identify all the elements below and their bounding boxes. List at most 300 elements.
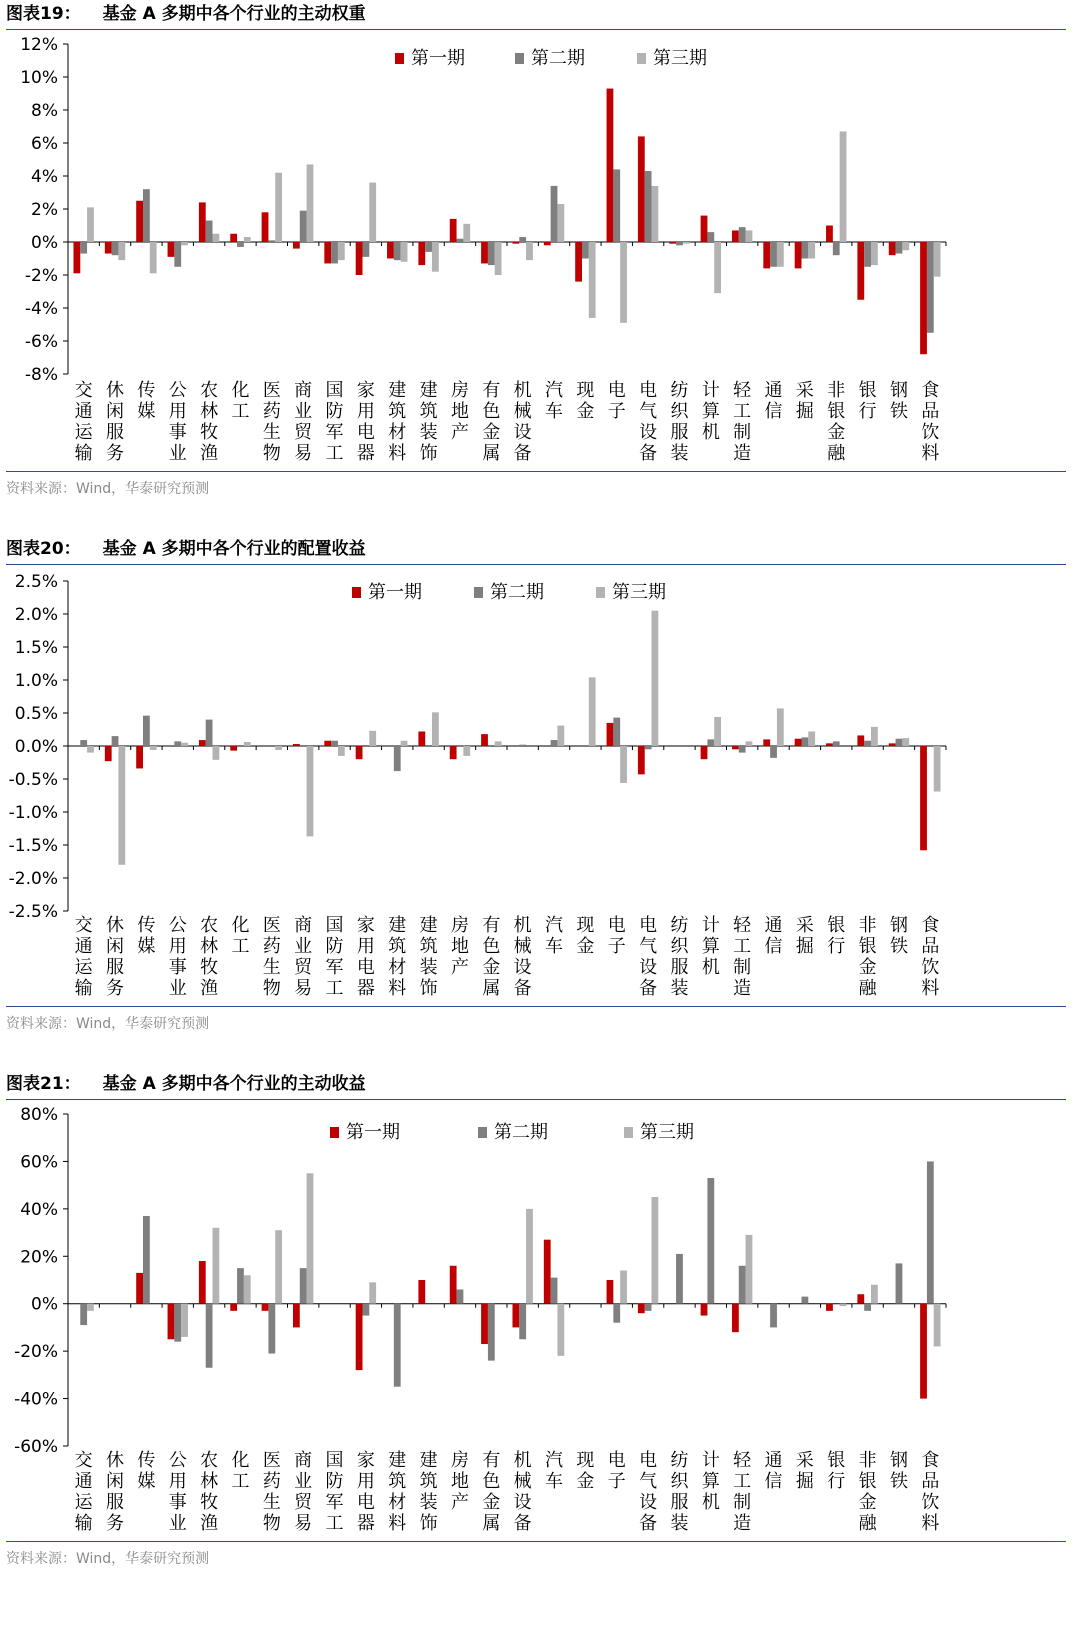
x-category-label: 机械设备: [513, 380, 532, 464]
y-tick-label: -6%: [24, 332, 58, 352]
x-category-label: 电子: [607, 380, 626, 422]
x-category-label: 银行: [827, 915, 846, 957]
bar-series-1: [136, 1273, 143, 1304]
bar-series-2: [425, 242, 432, 252]
bar-series-3: [118, 746, 125, 865]
bar-series-2: [676, 242, 683, 245]
bar-series-1: [732, 746, 739, 749]
chart-svg-1: [0, 30, 1072, 500]
bar-series-2: [143, 1216, 150, 1304]
bar-series-1: [450, 746, 457, 759]
bar-series-1: [262, 212, 269, 242]
bar-series-1: [450, 1266, 457, 1304]
legend-label: 第三期: [612, 582, 666, 603]
x-category-label: 通信: [764, 915, 783, 957]
x-category-label: 化工: [231, 1450, 250, 1492]
chart-title-text: 基金 A 多期中各个行业的主动权重: [102, 4, 366, 24]
bar-series-3: [463, 224, 470, 242]
bar-series-3: [714, 717, 721, 746]
bar-series-3: [401, 741, 408, 746]
x-category-label: 轻工制造: [733, 1450, 752, 1534]
bar-series-3: [87, 1304, 94, 1311]
bar-series-2: [143, 189, 150, 242]
bar-series-1: [607, 89, 614, 242]
x-category-label: 公用事业: [168, 380, 187, 464]
x-category-label: 休闲服务: [106, 915, 125, 999]
bar-series-1: [607, 723, 614, 746]
bar-series-2: [488, 1304, 495, 1361]
bar-series-1: [324, 242, 331, 263]
bar-series-3: [777, 708, 784, 746]
bar-series-1: [356, 746, 363, 759]
x-category-label: 有色金属: [482, 1450, 501, 1534]
legend-label: 第二期: [494, 1122, 548, 1143]
bar-series-3: [369, 731, 376, 746]
x-category-label: 非银金融: [827, 380, 846, 464]
y-tick-label: -1.0%: [8, 803, 58, 823]
x-category-label: 休闲服务: [106, 1450, 125, 1534]
bar-series-2: [331, 741, 338, 746]
bar-series-3: [495, 242, 502, 275]
chart-source: 资料来源：Wind，华泰研究预测: [6, 1551, 210, 1567]
bar-series-3: [620, 746, 627, 783]
chart-title-1: [6, 3, 1066, 30]
x-category-label: 现金: [576, 915, 595, 957]
bar-series-1: [324, 741, 331, 746]
bar-series-1: [105, 242, 112, 254]
bar-series-2: [519, 237, 526, 242]
bar-series-2: [739, 746, 746, 753]
bar-series-1: [638, 136, 645, 242]
bar-series-3: [307, 164, 314, 242]
x-category-label: 电子: [607, 1450, 626, 1492]
bar-series-1: [638, 746, 645, 774]
bar-series-2: [174, 741, 181, 746]
bar-series-3: [902, 242, 909, 250]
bar-series-2: [833, 242, 840, 255]
bar-series-2: [707, 232, 714, 242]
x-category-label: 采掘: [795, 380, 814, 422]
bar-series-3: [369, 183, 376, 242]
bar-series-2: [864, 741, 871, 746]
y-tick-label: 20%: [20, 1247, 58, 1268]
x-category-label: 轻工制造: [733, 915, 752, 999]
bar-series-2: [582, 242, 589, 259]
y-tick-label: 60%: [20, 1152, 58, 1173]
bar-series-3: [934, 746, 941, 792]
bar-series-1: [795, 739, 802, 746]
x-category-label: 现金: [576, 1450, 595, 1492]
y-tick-label: 1.0%: [14, 671, 58, 691]
x-category-label: 建筑材料: [388, 380, 407, 464]
x-category-label: 建筑装饰: [419, 915, 438, 999]
x-category-label: 医药生物: [262, 915, 281, 999]
x-category-label: 公用事业: [168, 1450, 187, 1534]
x-category-label: 建筑装饰: [419, 1450, 438, 1534]
bar-series-1: [199, 1261, 206, 1304]
legend-swatch: [474, 587, 483, 598]
chart-source: 资料来源：Wind，华泰研究预测: [6, 481, 210, 497]
bar-series-2: [362, 1304, 369, 1316]
bar-series-3: [213, 746, 220, 760]
bar-series-1: [826, 1304, 833, 1311]
x-category-label: 食品饮料: [921, 915, 940, 999]
bar-series-3: [777, 242, 784, 267]
bar-series-3: [746, 1235, 753, 1304]
x-category-label: 电气设备: [639, 1450, 658, 1534]
y-tick-label: 12%: [20, 35, 58, 55]
bar-series-2: [551, 186, 558, 242]
x-category-label: 汽车: [545, 380, 564, 422]
x-category-label: 纺织服装: [670, 915, 689, 999]
x-category-label: 计算机: [701, 380, 720, 443]
bar-series-2: [457, 1289, 464, 1303]
x-category-label: 房地产: [450, 1450, 469, 1513]
legend-label: 第三期: [640, 1122, 694, 1143]
x-category-label: 建筑材料: [388, 915, 407, 999]
x-category-label: 交通运输: [74, 380, 93, 464]
bar-series-1: [199, 740, 206, 746]
y-tick-label: 80%: [20, 1105, 58, 1125]
legend-swatch: [330, 1127, 339, 1138]
y-tick-label: -2.5%: [8, 902, 58, 922]
bar-series-1: [230, 1304, 237, 1311]
legend-label: 第二期: [490, 582, 544, 603]
bar-series-1: [136, 201, 143, 242]
bar-series-2: [927, 242, 934, 333]
panel-rule: [6, 471, 1066, 472]
bar-series-1: [795, 242, 802, 268]
bar-series-1: [293, 744, 300, 746]
legend-swatch: [515, 53, 524, 64]
bar-series-1: [857, 242, 864, 300]
bar-series-2: [237, 1268, 244, 1304]
bar-series-3: [526, 1209, 533, 1304]
bar-series-2: [613, 1304, 620, 1323]
bar-series-3: [620, 1271, 627, 1304]
legend-swatch: [352, 587, 361, 598]
bar-series-1: [857, 735, 864, 746]
x-category-label: 商业贸易: [294, 1450, 313, 1534]
x-category-label: 通信: [764, 1450, 783, 1492]
bar-series-1: [418, 1280, 425, 1304]
x-category-label: 家用电器: [356, 1450, 375, 1534]
bar-series-2: [613, 718, 620, 746]
bar-series-3: [714, 242, 721, 293]
bar-series-3: [401, 242, 408, 262]
bar-series-1: [607, 1280, 614, 1304]
bar-series-3: [181, 242, 188, 245]
y-tick-label: 8%: [31, 101, 58, 121]
bar-series-3: [557, 726, 564, 746]
bar-series-2: [268, 1304, 275, 1354]
bar-series-2: [394, 746, 401, 771]
bar-series-2: [300, 1268, 307, 1304]
x-category-label: 汽车: [545, 915, 564, 957]
x-category-label: 钢铁: [889, 1450, 908, 1492]
bar-series-1: [826, 743, 833, 746]
y-tick-label: 0.0%: [14, 737, 58, 757]
x-category-label: 采掘: [795, 915, 814, 957]
bar-series-3: [307, 1173, 314, 1303]
bar-series-3: [244, 237, 251, 242]
y-tick-label: -60%: [14, 1437, 58, 1457]
bar-series-1: [763, 739, 770, 746]
bar-series-1: [512, 1304, 519, 1328]
bar-series-3: [150, 242, 157, 273]
x-category-label: 医药生物: [262, 1450, 281, 1534]
x-category-label: 公用事业: [168, 915, 187, 999]
bar-series-1: [732, 1304, 739, 1332]
bar-series-1: [73, 242, 80, 273]
chart-svg-2: [0, 565, 1072, 1035]
x-category-label: 医药生物: [262, 380, 281, 464]
x-category-label: 传媒: [137, 915, 156, 957]
bar-series-2: [896, 739, 903, 746]
chart-title-number: 图表19：: [6, 4, 81, 24]
bar-series-1: [701, 1304, 708, 1316]
bar-series-1: [669, 242, 676, 244]
bar-series-3: [557, 1304, 564, 1356]
bar-series-2: [300, 211, 307, 242]
bar-series-1: [418, 242, 425, 265]
y-tick-label: -2%: [24, 266, 58, 286]
x-category-label: 非银金融: [858, 915, 877, 999]
bar-series-1: [701, 746, 708, 759]
x-category-label: 化工: [231, 915, 250, 957]
bar-series-2: [645, 171, 652, 242]
chart-title-text: 基金 A 多期中各个行业的配置收益: [102, 539, 366, 559]
y-tick-label: 2%: [31, 200, 58, 220]
bar-series-3: [463, 746, 470, 756]
x-category-label: 家用电器: [356, 915, 375, 999]
bar-series-1: [293, 242, 300, 249]
bar-series-3: [432, 242, 439, 272]
bar-series-2: [80, 242, 87, 254]
y-tick-label: 6%: [31, 134, 58, 154]
x-category-label: 农林牧渔: [200, 380, 219, 464]
y-tick-label: -20%: [14, 1342, 58, 1363]
x-category-label: 银行: [858, 380, 877, 422]
legend-label: 第二期: [531, 48, 585, 69]
x-category-label: 有色金属: [482, 915, 501, 999]
bar-series-2: [394, 1304, 401, 1387]
x-category-label: 汽车: [545, 1450, 564, 1492]
x-category-label: 商业贸易: [294, 915, 313, 999]
y-tick-label: -1.5%: [8, 836, 58, 856]
chart-svg-3: [0, 1100, 1072, 1570]
bar-series-3: [840, 1304, 847, 1306]
bar-series-3: [275, 746, 282, 750]
x-category-label: 农林牧渔: [200, 1450, 219, 1534]
bar-series-1: [136, 746, 143, 768]
bar-series-2: [206, 221, 213, 242]
y-tick-label: 0%: [31, 233, 58, 253]
bar-series-3: [275, 1230, 282, 1304]
bar-series-1: [481, 734, 488, 746]
bar-series-2: [331, 242, 338, 263]
bar-series-1: [920, 242, 927, 354]
bar-series-3: [495, 741, 502, 746]
bar-series-3: [150, 746, 157, 750]
bar-series-1: [920, 1304, 927, 1399]
bar-series-2: [770, 746, 777, 758]
bar-series-1: [168, 242, 175, 257]
chart-source: 资料来源：Wind，华泰研究预测: [6, 1016, 210, 1032]
bar-series-2: [551, 740, 558, 746]
x-category-label: 电气设备: [639, 915, 658, 999]
bar-series-1: [481, 1304, 488, 1344]
chart-title-number: 图表21：: [6, 1074, 81, 1094]
bar-series-2: [519, 1304, 526, 1340]
x-category-label: 食品饮料: [921, 380, 940, 464]
legend-swatch: [637, 53, 646, 64]
bar-series-2: [206, 1304, 213, 1368]
bar-series-2: [143, 716, 150, 746]
bar-series-2: [362, 242, 369, 257]
x-category-label: 农林牧渔: [200, 915, 219, 999]
bar-series-2: [707, 739, 714, 746]
x-category-label: 电气设备: [639, 380, 658, 464]
x-category-label: 交通运输: [74, 1450, 93, 1534]
bar-series-1: [262, 1304, 269, 1311]
x-category-label: 国防军工: [325, 1450, 344, 1534]
legend-label: 第一期: [368, 582, 422, 603]
bar-series-2: [613, 169, 620, 242]
bar-series-3: [746, 741, 753, 746]
x-category-label: 计算机: [701, 1450, 720, 1513]
bar-series-3: [213, 1228, 220, 1304]
bar-series-2: [112, 736, 119, 746]
bar-series-2: [770, 242, 777, 267]
y-tick-label: -40%: [14, 1389, 58, 1410]
x-category-label: 电子: [607, 915, 626, 957]
bar-series-1: [512, 242, 519, 244]
bar-series-3: [620, 242, 627, 323]
bar-series-2: [707, 1178, 714, 1304]
bar-series-1: [889, 242, 896, 255]
legend-swatch: [478, 1127, 487, 1138]
bar-series-3: [432, 712, 439, 746]
bar-series-2: [174, 1304, 181, 1342]
bar-series-2: [488, 242, 495, 265]
bar-series-2: [80, 1304, 87, 1325]
bar-series-2: [519, 745, 526, 746]
x-category-label: 轻工制造: [733, 380, 752, 464]
bar-series-3: [87, 207, 94, 242]
x-category-label: 化工: [231, 380, 250, 422]
bar-series-1: [356, 1304, 363, 1370]
bar-series-3: [746, 230, 753, 242]
x-category-label: 现金: [576, 380, 595, 422]
bar-series-3: [871, 727, 878, 746]
bar-series-1: [387, 242, 394, 259]
bar-series-3: [181, 743, 188, 746]
chart-title-3: [6, 1073, 1066, 1100]
bar-series-3: [244, 1275, 251, 1303]
bar-series-1: [418, 731, 425, 746]
y-tick-label: 1.5%: [14, 638, 58, 658]
x-category-label: 纺织服装: [670, 1450, 689, 1534]
bar-series-1: [356, 242, 363, 275]
x-category-label: 房地产: [450, 915, 469, 978]
x-category-label: 钢铁: [889, 915, 908, 957]
y-tick-label: 2.5%: [14, 572, 58, 592]
bar-series-2: [833, 741, 840, 746]
bar-series-2: [551, 1278, 558, 1304]
bar-series-2: [80, 740, 87, 746]
bar-series-3: [652, 186, 659, 242]
panel-rule: [6, 1006, 1066, 1007]
x-category-label: 建筑装饰: [419, 380, 438, 464]
bar-series-3: [934, 1304, 941, 1347]
x-category-label: 传媒: [137, 1450, 156, 1492]
bar-series-2: [739, 1266, 746, 1304]
bar-series-3: [589, 242, 596, 318]
y-tick-label: 40%: [20, 1199, 58, 1220]
bar-series-1: [544, 1240, 551, 1304]
bar-series-2: [896, 242, 903, 254]
x-category-label: 休闲服务: [106, 380, 125, 464]
x-category-label: 采掘: [795, 1450, 814, 1492]
bar-series-3: [652, 611, 659, 746]
bar-series-3: [934, 242, 941, 277]
x-category-label: 纺织服装: [670, 380, 689, 464]
x-category-label: 通信: [764, 380, 783, 422]
bar-series-1: [450, 219, 457, 242]
bar-series-2: [896, 1263, 903, 1303]
y-tick-label: 0.5%: [14, 704, 58, 724]
bar-series-2: [394, 242, 401, 260]
bar-series-3: [871, 1285, 878, 1304]
x-category-label: 钢铁: [889, 380, 908, 422]
x-category-label: 建筑材料: [388, 1450, 407, 1534]
bar-series-2: [645, 746, 652, 749]
bar-series-2: [801, 242, 808, 259]
legend-label: 第一期: [411, 48, 465, 69]
bar-series-3: [808, 731, 815, 746]
bar-series-2: [676, 1254, 683, 1304]
bar-series-2: [927, 1161, 934, 1303]
bar-series-1: [230, 746, 237, 751]
bar-series-2: [739, 227, 746, 242]
x-category-label: 家用电器: [356, 380, 375, 464]
bar-series-1: [105, 746, 112, 761]
y-tick-label: -8%: [24, 365, 58, 385]
bar-series-1: [575, 242, 582, 282]
bar-series-2: [174, 242, 181, 267]
bar-series-1: [481, 242, 488, 263]
bar-series-1: [701, 216, 708, 242]
x-category-label: 非银金融: [858, 1450, 877, 1534]
x-category-label: 商业贸易: [294, 380, 313, 464]
legend-swatch: [596, 587, 605, 598]
bar-series-1: [826, 226, 833, 243]
bar-series-1: [293, 1304, 300, 1328]
x-category-label: 食品饮料: [921, 1450, 940, 1534]
bar-series-2: [112, 242, 119, 255]
panel-rule: [6, 1541, 1066, 1542]
x-category-label: 国防军工: [325, 915, 344, 999]
y-tick-label: -2.0%: [8, 869, 58, 889]
bar-series-3: [87, 746, 94, 753]
bar-series-3: [213, 234, 220, 242]
x-category-label: 银行: [827, 1450, 846, 1492]
bar-series-2: [237, 242, 244, 247]
bar-series-1: [168, 1304, 175, 1340]
bar-series-2: [457, 239, 464, 242]
bar-series-3: [275, 173, 282, 242]
